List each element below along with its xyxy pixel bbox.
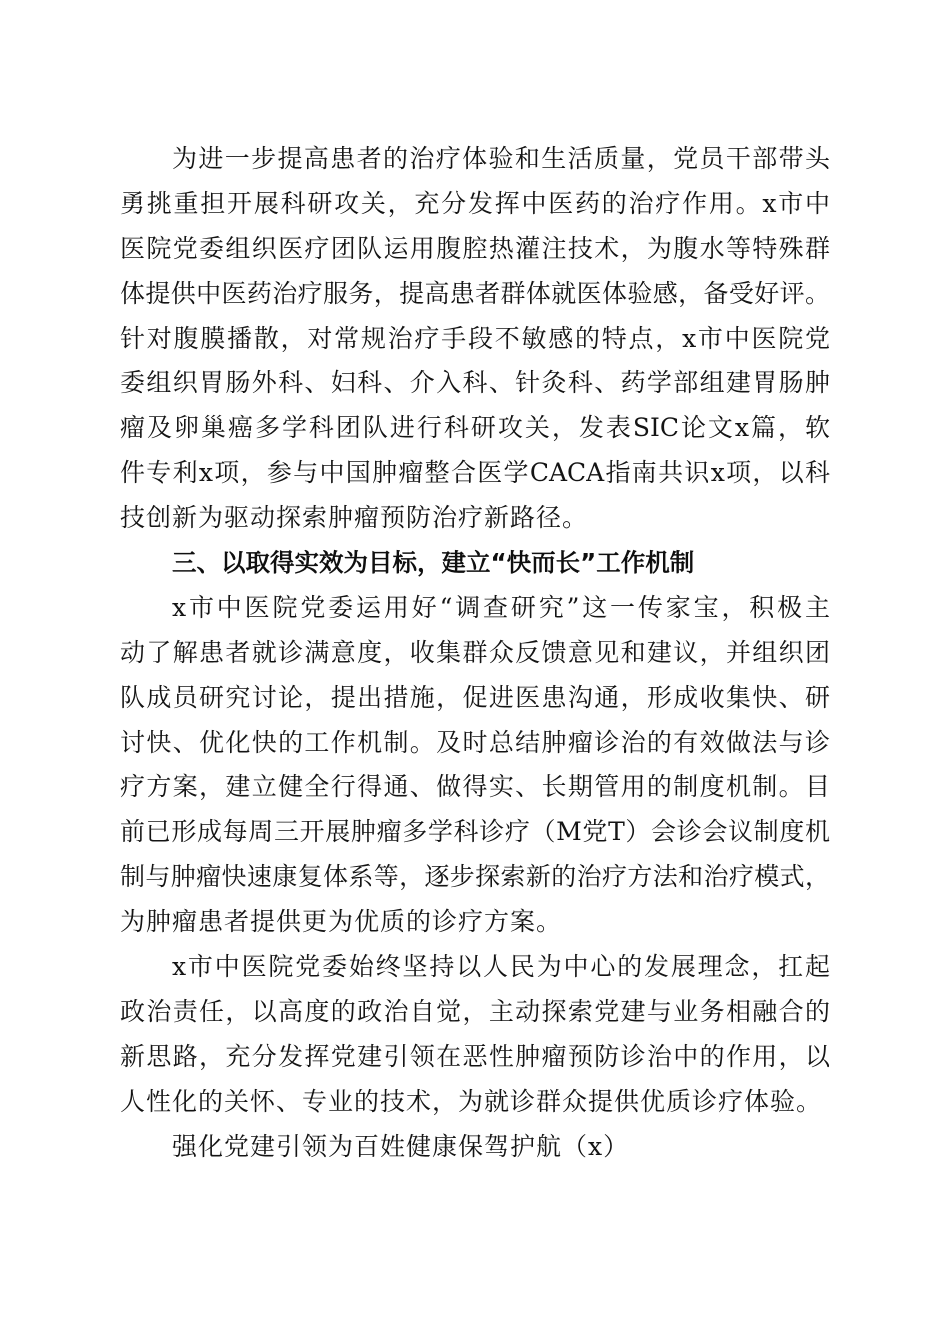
paragraph-line: 委组织胃肠外科、妇科、介入科、针灸科、药学部组建胃肠肿 bbox=[120, 368, 830, 398]
paragraph-line: 人性化的关怀、专业的技术，为就诊群众提供优质诊疗体验。 bbox=[120, 1086, 823, 1116]
paragraph-line: 前已形成每周三开展肿瘤多学科诊疗（M党T）会诊会议制度机 bbox=[120, 817, 830, 847]
paragraph-line: 政治责任，以高度的政治自觉，主动探索党建与业务相融合的 bbox=[120, 996, 830, 1026]
paragraph-line: 疗方案，建立健全行得通、做得实、长期管用的制度机制。目 bbox=[120, 772, 830, 802]
paragraph-line: 医院党委组织医疗团队运用腹腔热灌注技术，为腹水等特殊群 bbox=[120, 233, 830, 263]
document-body bbox=[120, 137, 830, 1169]
paragraph-line: 动了解患者就诊满意度，收集群众反馈意见和建议，并组织团 bbox=[120, 637, 830, 667]
paragraph-line: 为肿瘤患者提供更为优质的诊疗方案。 bbox=[120, 907, 563, 937]
paragraph-line: 针对腹膜播散，对常规治疗手段不敏感的特点，x市中医院党 bbox=[120, 323, 830, 353]
paragraph-mechanism bbox=[120, 586, 830, 945]
paragraph-research bbox=[120, 137, 830, 541]
paragraph-line: x市中医院党委运用好“调查研究”这一传家宝，积极主 bbox=[172, 592, 830, 622]
paragraph-conclusion bbox=[120, 945, 830, 1125]
paragraph-line: 新思路，充分发挥党建引领在恶性肿瘤预防诊治中的作用，以 bbox=[120, 1041, 830, 1071]
paragraph-line: x市中医院党委始终坚持以人民为中心的发展理念，扛起 bbox=[172, 952, 830, 982]
paragraph-line: 讨快、优化快的工作机制。及时总结肿瘤诊治的有效做法与诊 bbox=[120, 727, 830, 757]
paragraph-line: 技创新为驱动探索肿瘤预防治疗新路径。 bbox=[120, 503, 589, 533]
paragraph-line: 瘤及卵巢癌多学科团队进行科研攻关，发表SIC论文x篇，软 bbox=[120, 413, 830, 443]
paragraph-line: 队成员研究讨论，提出措施，促进医患沟通，形成收集快、研 bbox=[120, 682, 830, 712]
paragraph-line: 体提供中医药治疗服务，提高患者群体就医体验感，备受好评。 bbox=[120, 278, 830, 308]
paragraph-line: 为进一步提高患者的治疗体验和生活质量，党员干部带头 bbox=[172, 144, 830, 173]
paragraph-line: 勇挑重担开展科研攻关，充分发挥中医药的治疗作用。x市中 bbox=[120, 188, 830, 218]
paragraph-line: 制与肿瘤快速康复体系等，逐步探索新的治疗方法和治疗模式， bbox=[120, 862, 830, 892]
article-title-line: 强化党建引领为百姓健康保驾护航（x） bbox=[172, 1131, 630, 1161]
paragraph-line: 件专利x项，参与中国肿瘤整合医学CACA指南共识x项，以科 bbox=[120, 458, 830, 488]
section-heading: 三、以取得实效为目标，建立“快而长”工作机制 bbox=[172, 548, 695, 578]
